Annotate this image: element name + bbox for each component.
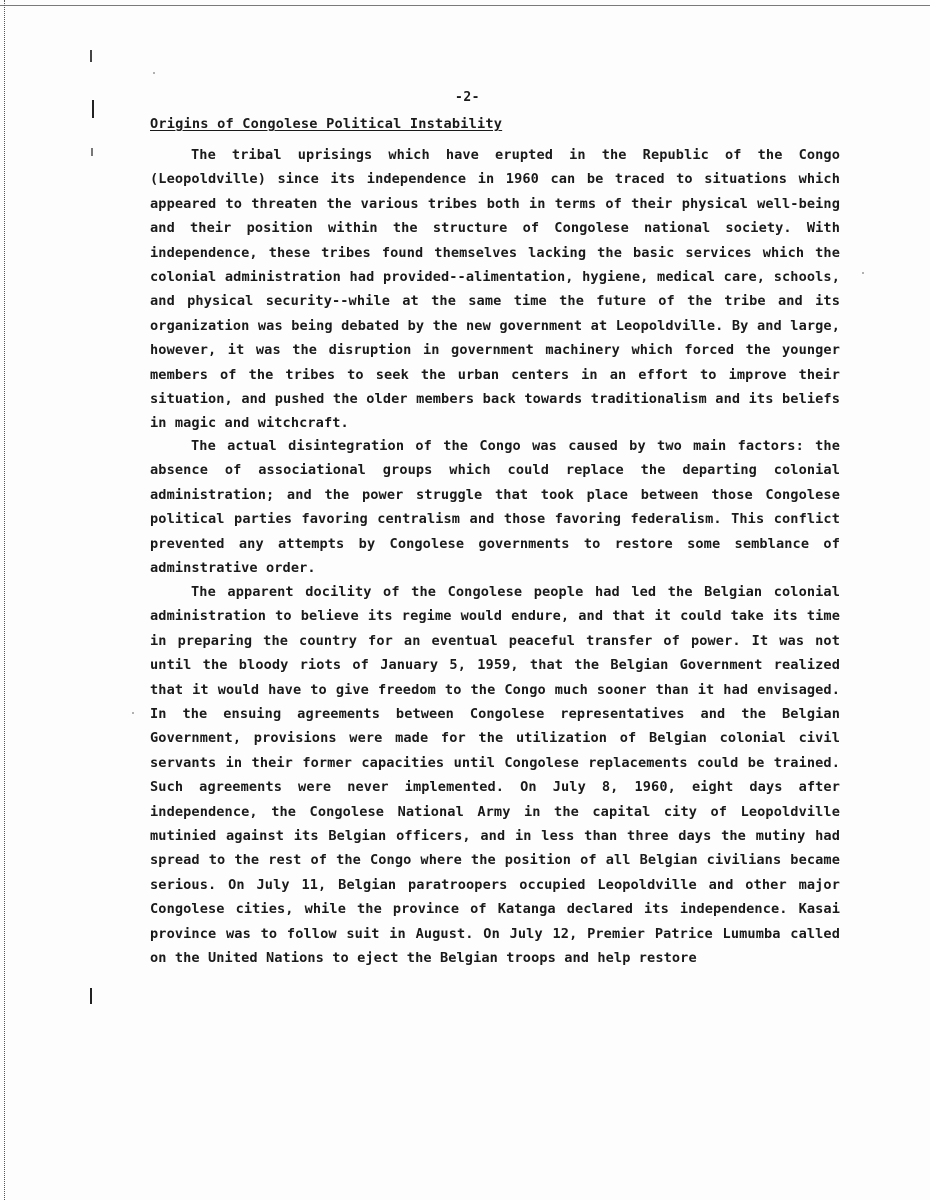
paragraph: The apparent docility of the Congolese people had led the Belgian colonial administration to believe its regime would endure, and that it could take its time in preparing the country for an eventual peaceful transfer of power. It was not until the bloody riots of January 5, 1959, that the Belgian Government realized that it would have to give freedom to the Congo much sooner than it had envisaged. In the ensuing agreements between Congolese representatives and the Belgian Government, provisions were made for the utilization of Belgian colonial civil servants in their former capacities until Congolese replacements could be trained. Such agreements were never implemented. On July 8, 1960, eight days after independence, the Congolese National Army in the capital city of Leopoldville mutinied against its Belgian officers, and in less than three days the mutiny had spread to the rest of the Congo where the position of all Belgian civilians became serious. On July 11, Belgian paratroopers occupied Leopoldville and other major Congolese cities, while the province of Katanga declared its independence. Kasai province was to follow suit in August. On July 12, Premier Patrice Lumumba called on the United Nations to eject the Belgian troops and help restore: [150, 584, 840, 967]
section-heading: Origins of Congolese Political Instability: [150, 116, 503, 132]
scan-speck: [862, 272, 864, 274]
scan-speck: [132, 712, 134, 714]
scan-left-edge: [4, 0, 5, 1200]
margin-mark: [92, 100, 94, 118]
scan-top-edge: [0, 5, 930, 6]
margin-mark: [91, 148, 93, 156]
margin-mark: [90, 50, 92, 62]
paragraph: The tribal uprisings which have erupted in the Republic of the Congo (Leopoldville) since its independence in 1960 can be traced to situations which appeared to threaten the various tribes both in terms of their physical well-being and their position within the structure of Congolese national society. With independence, these tribes found themselves lacking the basic services which the colonial administration had provided--alimentation, hygiene, medical care, schools, and physical security--while at the same time the future of the tribe and its organization was being debated by the new government at Leopoldville. By and large, however, it was the disruption in government machinery which forced the younger members of the tribes to seek the urban centers in an effort to improve their situation, and pushed the older members back towards traditionalism and its beliefs in magic and witchcraft.: [150, 147, 840, 432]
scan-speck: [153, 72, 155, 74]
paragraph: The actual disintegration of the Congo was caused by two main factors: the absence of associational groups which could replace the departing colonial administration; and the power struggle that took place between those Congolese political parties favoring centralism and those favoring federalism. This conflict prevented any attempts by Congolese governments to restore some semblance of adminstrative order.: [150, 438, 840, 577]
page-number: -2-: [455, 90, 480, 105]
margin-mark: [90, 988, 92, 1004]
